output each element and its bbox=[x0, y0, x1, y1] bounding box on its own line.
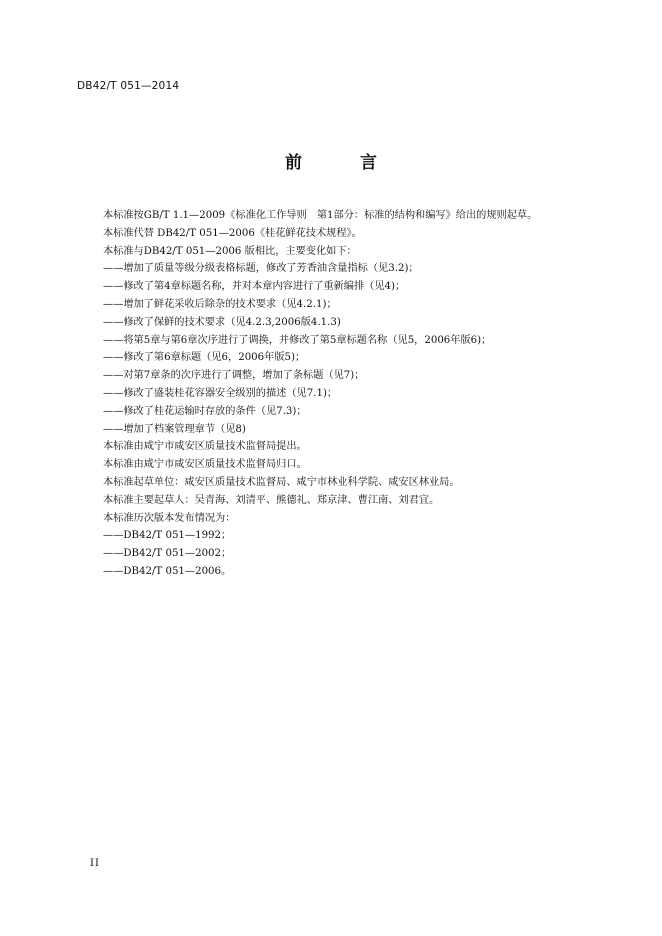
foreword-line: 本标准与DB42/T 051—2006 版相比，主要变化如下： bbox=[103, 245, 357, 257]
foreword-line: 本标准按GB/T 1.1—2009《标准化工作导则 第1部分：标准的结构和编写》给出的规则起草。 bbox=[103, 210, 538, 221]
page-number: II bbox=[90, 858, 100, 869]
foreword-line: 本标准由咸宁市咸安区质量技术监督局提出。 bbox=[103, 441, 307, 453]
foreword-line: 本标准代替 DB42/T 051—2006《桂花鲜花技术规程》。 bbox=[103, 227, 362, 239]
version-item: ——DB42/T 051—2006。 bbox=[103, 565, 232, 577]
foreword-line: 本标准主要起草人：吴青海、刘清平、熊德礼、郑京津、曹江南、刘君宜。 bbox=[103, 494, 440, 506]
foreword-line: 本标准历次版本发布情况为： bbox=[103, 512, 236, 524]
change-item: ——对第7章条的次序进行了调整，增加了条标题（见7)； bbox=[103, 370, 365, 382]
document-code: DB42/T 051—2014 bbox=[77, 80, 180, 92]
page-title: 前 言 bbox=[285, 153, 403, 173]
change-item: ——修改了盛装桂花容器安全级别的描述（见7.1)； bbox=[103, 387, 338, 399]
version-item: ——DB42/T 051—1992； bbox=[103, 530, 232, 542]
change-item: ——修改了桂花运输时存放的条件（见7.3)； bbox=[103, 405, 307, 417]
change-item: ——增加了档案管理章节（见8) bbox=[103, 423, 246, 435]
change-item: ——修改了第4章标题名称，并对本章内容进行了重新编排（见4)； bbox=[103, 281, 406, 293]
change-item: ——增加了鲜花采收后除杂的技术要求（见4.2.1)； bbox=[103, 298, 337, 310]
change-item: ——修改了保鲜的技术要求（见4.2.3,2006版4.1.3) bbox=[103, 316, 341, 328]
change-item: ——将第5章与第6章次序进行了调换，并修改了第5章标题名称（见5，2006年版6)； bbox=[103, 334, 492, 346]
foreword-line: 本标准起草单位：咸安区质量技术监督局、咸宁市林业科学院、咸安区林业局。 bbox=[103, 476, 460, 488]
change-item: ——修改了第6章标题（见6，2006年版5)； bbox=[103, 352, 306, 364]
change-item: ——增加了质量等级分级表格标题，修改了芳香油含量指标（见3.2)； bbox=[103, 263, 419, 275]
foreword-body bbox=[103, 207, 603, 581]
foreword-line: 本标准由咸宁市咸安区质量技术监督局归口。 bbox=[103, 459, 307, 471]
version-item: ——DB42/T 051—2002； bbox=[103, 548, 232, 560]
